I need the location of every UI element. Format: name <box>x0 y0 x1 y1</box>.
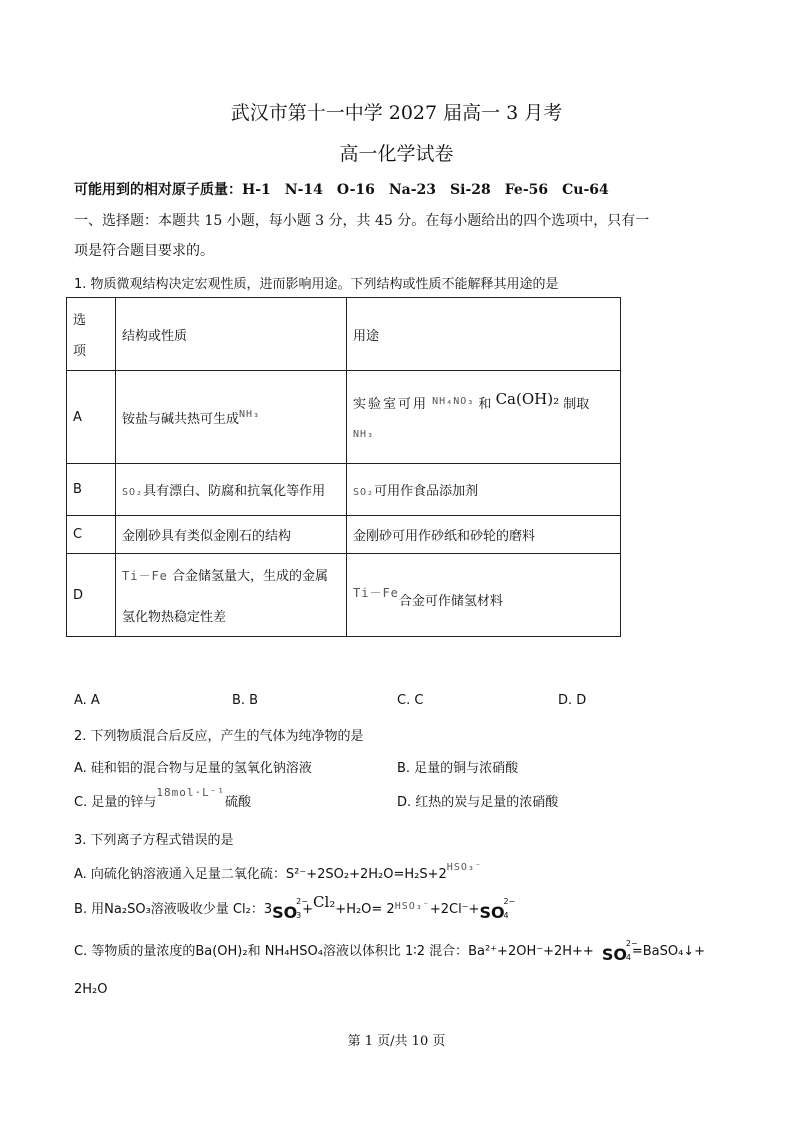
formula-tife: Ti－Fe <box>353 585 399 600</box>
ion-charge: 2− <box>625 938 638 948</box>
header-structure: 结构或性质 <box>116 298 347 371</box>
q3-choice-c-post: =BaSO₄↓+ <box>631 944 706 959</box>
q3-choice-a[interactable] <box>74 863 482 882</box>
q3-choice-b-text: B. 用Na₂SO₃溶液吸收少量 Cl₂：3 <box>74 902 273 917</box>
row-structure <box>116 464 347 516</box>
row-usage-and: 和 <box>478 397 492 412</box>
row-option: A <box>67 371 116 464</box>
row-usage <box>347 371 621 464</box>
row-structure-text: 具有漂白、防腐和抗氧化等作用 <box>143 484 326 499</box>
q2-choice-d[interactable]: D. 红热的炭与足量的浓硝酸 <box>397 795 559 810</box>
table-header-row <box>67 298 621 371</box>
row-structure-text: 铵盐与碱共热可生成 <box>122 411 240 427</box>
table-row <box>67 554 621 637</box>
row-usage-text: 实验室可用 <box>353 397 429 412</box>
table-row <box>67 464 621 516</box>
ion-base: SO <box>479 902 505 922</box>
q3-choice-c-text: C. 等物质的量浓度的Ba(OH)₂和 NH₄HSO₄溶液以体积比 1∶2 混合：Ba²⁺+2OH⁻+2H++ <box>74 944 594 959</box>
row-structure: 金刚砂具有类似金刚石的结构 <box>116 516 347 554</box>
ion-charge: 2− <box>296 896 308 906</box>
row-usage: 金刚砂可用作砂纸和砂轮的磨料 <box>347 516 621 554</box>
header-option <box>67 298 116 371</box>
header-usage: 用途 <box>347 298 621 371</box>
ion-subscript: 3 <box>296 910 302 920</box>
q1-choice-a[interactable]: A. A <box>74 693 100 708</box>
formula-hso3: HSO₃⁻ <box>446 862 482 873</box>
exam-subtitle: 高一化学试卷 <box>339 143 454 165</box>
row-usage-make: 制取 <box>563 397 590 412</box>
row-structure <box>116 554 347 637</box>
q1-table <box>66 297 621 637</box>
section-instruction-line1: 一、选择题：本题共 15 小题，每小题 3 分，共 45 分。在每小题给出的四个选项中，只有一 <box>74 213 650 229</box>
q3-choice-a-text: A. 向硫化钠溶液通入足量二氧化硫：S²⁻+2SO₂+2H₂O=H₂S+2 <box>74 867 447 882</box>
row-usage-text: 合金可作储氢材料 <box>398 593 503 609</box>
formula-so2: SO₂ <box>122 487 144 498</box>
q2-choice-b[interactable]: B. 足量的铜与浓硝酸 <box>397 761 519 776</box>
section-instruction-line2: 项是符合题目要求的。 <box>74 243 214 259</box>
q3-choice-c[interactable] <box>74 940 705 963</box>
q3-choice-b-mid: +H₂O= 2 <box>335 902 395 917</box>
ion-sulfite <box>272 896 308 922</box>
q3-choice-b-post: +2Cl⁻+ <box>429 902 480 917</box>
table-row <box>67 371 621 464</box>
row-structure <box>116 371 347 464</box>
q1-choice-b[interactable]: B. B <box>232 693 259 708</box>
row-option: C <box>67 516 116 554</box>
formula-cl2: Cl₂ <box>313 893 336 911</box>
q2-stem: 2. 下列物质混合后反应，产生的气体为纯净物的是 <box>74 729 364 744</box>
formula-tife: Ti－Fe <box>122 569 168 583</box>
row-usage <box>347 464 621 516</box>
q1-stem: 1. 物质微观结构决定宏观性质，进而影响用途。下列结构或性质不能解释其用途的是 <box>74 277 559 292</box>
formula-caoh2: Ca(OH)₂ <box>495 390 560 408</box>
q3-choice-b[interactable] <box>74 893 516 922</box>
formula-hso3: HSO₃⁻ <box>394 901 430 912</box>
exam-title: 武汉市第十一中学 2027 届高一 3 月考 <box>230 102 563 124</box>
ion-subscript: 4 <box>503 910 509 920</box>
q3-stem: 3. 下列离子方程式错误的是 <box>74 833 234 848</box>
formula-concentration: 18mol·L⁻¹ <box>156 786 225 799</box>
header-option-line1: 选 <box>73 313 87 328</box>
ion-base: SO <box>272 902 298 922</box>
formula-nh3: NH₃ <box>239 408 261 420</box>
q3-choice-c-line2: 2H₂O <box>74 982 108 997</box>
row-usage-text: 可用作食品添加剂 <box>374 484 479 499</box>
row-usage <box>347 554 621 637</box>
header-option-line2: 项 <box>73 344 87 359</box>
q2-choice-c-text: C. 足量的锌与 <box>74 795 157 810</box>
ion-subscript: 4 <box>625 952 631 962</box>
plus-sign: + <box>302 902 313 917</box>
page-footer: 第 1 页/共 10 页 <box>347 1034 446 1049</box>
formula-so2: SO₂ <box>353 487 375 498</box>
q2-choice-a[interactable]: A. 硅和铝的混合物与足量的氢氧化钠溶液 <box>74 761 312 776</box>
q2-choice-c-text-end: 硫酸 <box>224 795 251 810</box>
ion-sulfate <box>601 938 638 964</box>
formula-nh4no3: NH₄NO₃ <box>432 396 475 407</box>
q1-choice-c[interactable]: C. C <box>397 693 424 708</box>
formula-nh3: NH₃ <box>353 429 375 440</box>
q2-choice-c[interactable] <box>74 786 251 810</box>
row-option: B <box>67 464 116 516</box>
ion-sulfate <box>479 896 516 922</box>
row-structure-text: 合金储氢量大，生成的金属 <box>172 569 329 584</box>
atomic-mass-line: 可能用到的相对原子质量：H-1 N-14 O-16 Na-23 Si-28 Fe-56 Cu-64 <box>74 182 609 198</box>
row-option: D <box>67 554 116 637</box>
ion-charge: 2− <box>503 896 516 906</box>
q1-choice-d[interactable]: D. D <box>558 693 587 708</box>
ion-base: SO <box>601 944 627 964</box>
row-structure-text: 氢化物热稳定性差 <box>122 610 227 625</box>
table-row <box>67 516 621 554</box>
